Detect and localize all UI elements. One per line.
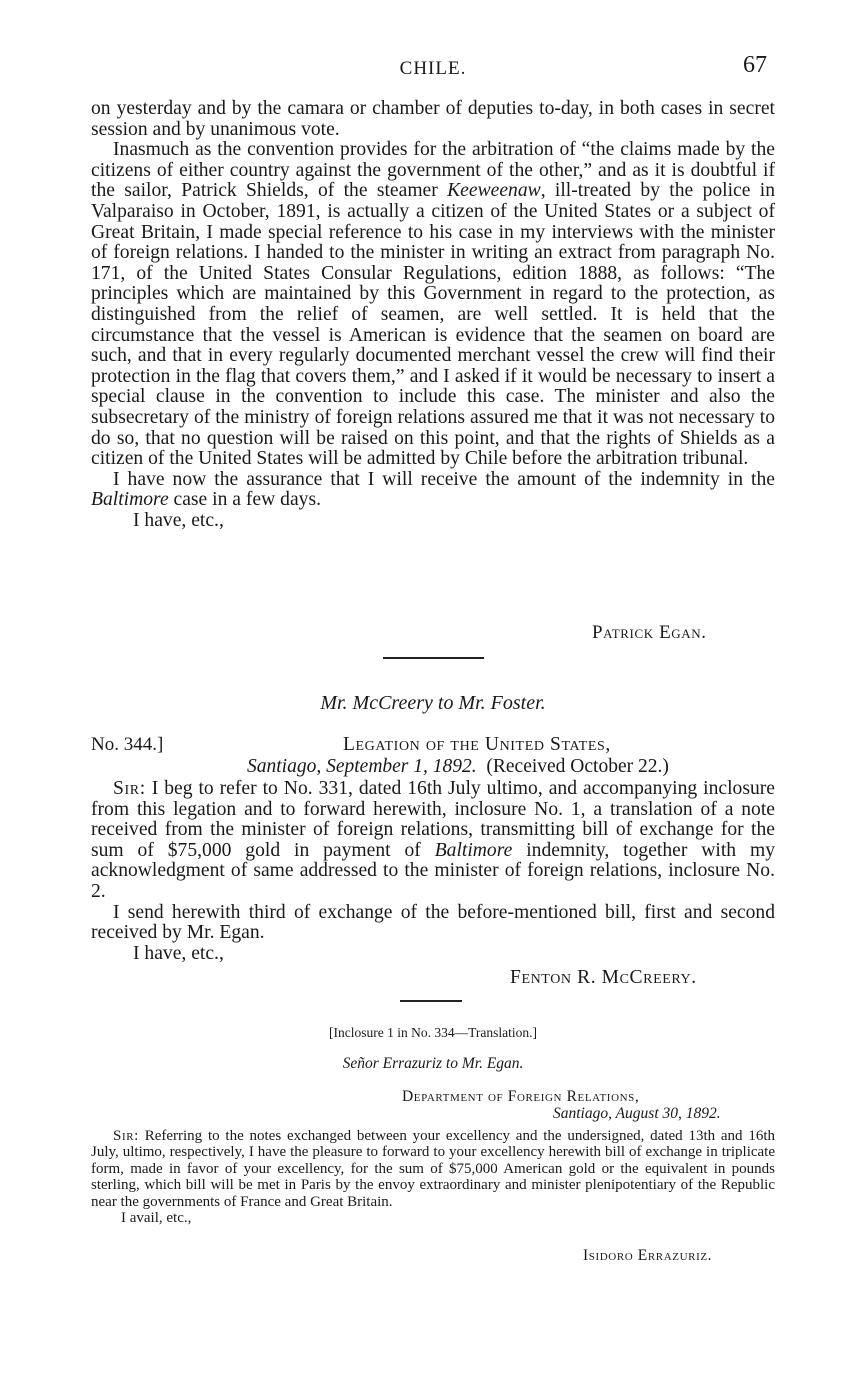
paragraph-text: , ill-treated by the police in Valparaiso in October, 1891, is actually a citizen of the United States or a subject of Great Britain, I made special reference to his case in my interviews with the minister of foreign relations. I handed to the minister in writing an extract from paragraph No. 171, of the United States Consular Regulations, edition 1888, as follows: “The principles which are maintained by this Government in regard to the protection, as distinguished from the relief of seamen, are well settled. It is held that the circumstance that the vessel is American is evidence that the seamen on board are such, and that in every regularly documented merchant vessel the crew will find their protection in the flag that covers them,” and I asked if it would be necessary to insert a special clause in the convention to include this case. The minister and also the subsecretary of the ministry of foreign relations assured me that it was not necessary to do so, that no question will be raised on this point, and that the rights of Shields as a citizen of the United States will be admitted by Chile before the arbitration tribunal. (91, 180, 775, 470)
signature: Isidoro Errazuriz. (583, 1247, 713, 1264)
closing: I have, etc., (133, 509, 224, 531)
paragraph: on yesterday and by the camara or chamber of deputies to-day, in both cases in secret session and by unanimous vote. (91, 98, 775, 140)
salutation: Sir: (113, 1128, 139, 1144)
letter-mccreery-body (91, 779, 775, 964)
place-date-text: Santiago, September 1, 1892. (247, 756, 477, 777)
paragraph-text: indemnity, together with my acknowledgment of same addressed to the minister of foreign relations, inclosure No. 2. (91, 839, 775, 902)
divider (383, 657, 484, 659)
place-date: Santiago, August 30, 1892. (553, 1105, 721, 1122)
inclosure-body (91, 1128, 775, 1226)
paragraph-text: case in a few days. (168, 489, 321, 511)
paragraph-text: Inasmuch as the convention provides for the arbitration of “the claims made by the citizens of either country against the government of the other,” and as it is doubtful if the sailor, Patrick Shields, of the steamer (91, 139, 775, 202)
ship-name: Baltimore (434, 839, 513, 861)
place-date (247, 756, 669, 778)
department-line: Department of Foreign Relations, (402, 1088, 640, 1105)
ship-name: Baltimore (91, 489, 169, 511)
divider (400, 1000, 462, 1002)
letter-egan-body (91, 99, 775, 531)
inclosure-heading: Señor Errazuriz to Mr. Egan. (342, 1055, 524, 1072)
paragraph (91, 470, 775, 511)
inclosure-label: [Inclosure 1 in No. 334—Translation.] (329, 1025, 537, 1040)
paragraph (91, 140, 775, 470)
letter-number: No. 344.] (91, 734, 164, 755)
paragraph (91, 779, 775, 903)
page-number: 67 (743, 52, 767, 78)
paragraph-text: I have now the assurance that I will receive the amount of the indemnity in the (113, 468, 775, 490)
paragraph-text: Referring to the notes exchanged between your excellency and the undersigned, dated 13th and 16th July, ultimo, respectively, I have the pleasure to forward to your excellency herewith bill of exchange in triplicate form, made in favor of your excellency, for the sum of $75,000 American gold or the equivalent in pounds sterling, which bill will be met in Paris by the envoy extraordinary and minister plenipotentiary of the Republic near the governments of France and Great Britain. (91, 1128, 775, 1210)
paragraph-text: I beg to refer to No. 331, dated 16th July ultimo, and accompanying inclosure from this legation and to forward herewith, inclosure No. 1, a translation of a note received from the minister of foreign relations, transmitting bill of exchange for the sum of $75,000 gold in payment of (91, 778, 775, 861)
letter-heading: Mr. McCreery to Mr. Foster. (320, 692, 546, 714)
closing: I have, etc., (133, 942, 224, 964)
paragraph: I send herewith third of exchange of the before-mentioned bill, first and second received by Mr. Egan. (91, 901, 775, 944)
salutation: Sir: (113, 778, 146, 799)
legation-line: Legation of the United States, (343, 734, 611, 755)
signature: Patrick Egan. (592, 622, 707, 643)
paragraph (91, 1128, 775, 1210)
ship-name: Keeweenaw (447, 180, 541, 202)
received-date: (Received October 22.) (486, 756, 669, 777)
signature: Fenton R. McCreery. (510, 967, 697, 988)
closing: I avail, etc., (121, 1210, 192, 1227)
running-title: CHILE. (399, 58, 467, 79)
